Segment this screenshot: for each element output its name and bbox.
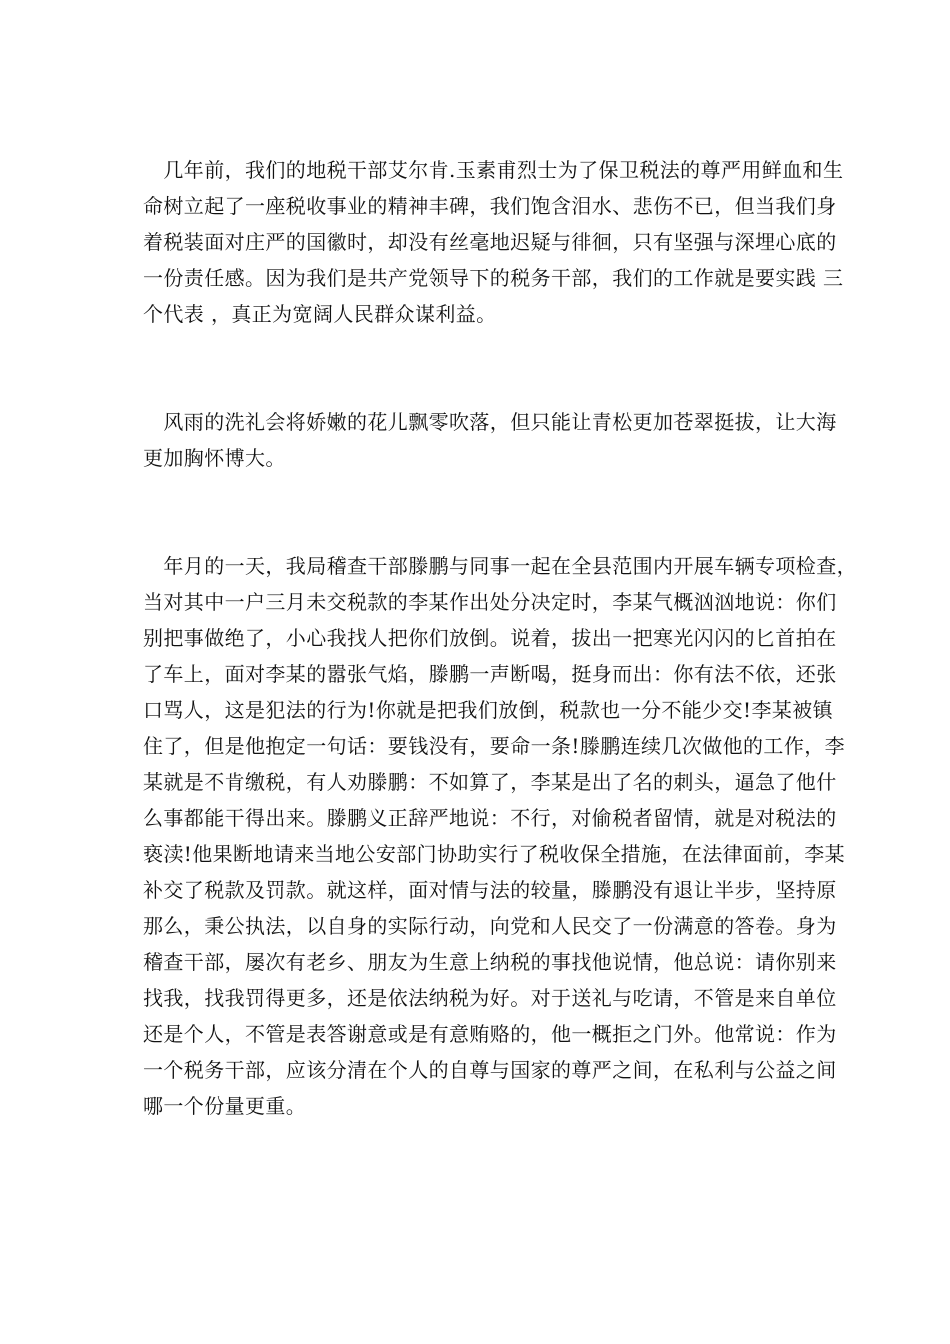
text-line: 么事都能干得出来。滕鹏义正辞严地说：不行，对偷税者留情，就是对税法的: [143, 806, 837, 830]
text-line: 了车上，面对李某的嚣张气焰，滕鹏一声断喝，挺身而出：你有法不依，还张: [143, 662, 837, 686]
text-line: 一个税务干部，应该分清在个人的自尊与国家的尊严之间，在私利与公益之间: [143, 1058, 837, 1082]
text-line: 年月的一天，我局稽查干部滕鹏与同事一起在全县范围内开展车辆专项检查，: [143, 554, 857, 578]
text-line: 几年前，我们的地税干部艾尔肯.玉素甫烈士为了保卫税法的尊严用鲜血和生: [143, 158, 844, 182]
text-line: 更加胸怀博大。: [143, 446, 286, 470]
text-line: 那么，秉公执法，以自身的实际行动，向党和人民交了一份满意的答卷。身为: [143, 914, 837, 938]
text-line: 补交了税款及罚款。就这样，面对情与法的较量，滕鹏没有退让半步，坚持原: [143, 878, 837, 902]
text-line: 命树立起了一座税收事业的精神丰碑，我们饱含泪水、悲伤不已，但当我们身: [143, 194, 837, 218]
text-line: 个代表 ，真正为宽阔人民群众谋利益。: [143, 302, 497, 326]
text-line: 亵渎!他果断地请来当地公安部门协助实行了税收保全措施，在法律面前，李某: [143, 842, 846, 866]
text-line: 别把事做绝了，小心我找人把你们放倒。说着，拔出一把寒光闪闪的匕首拍在: [143, 626, 837, 650]
text-line: 一份责任感。因为我们是共产党领导下的税务干部，我们的工作就是要实践 三: [143, 266, 844, 290]
text-line: 还是个人，不管是表答谢意或是有意贿赂的，他一概拒之门外。他常说：作为: [143, 1022, 837, 1046]
text-line: 住了，但是他抱定一句话：要钱没有，要命一条!滕鹏连续几次做他的工作，李: [143, 734, 846, 758]
text-line: 某就是不肯缴税，有人劝滕鹏：不如算了，李某是出了名的刺头，逼急了他什: [143, 770, 837, 794]
text-line: 找我，找我罚得更多，还是依法纳税为好。对于送礼与吃请，不管是来自单位: [143, 986, 837, 1010]
text-line: 口骂人，这是犯法的行为!你就是把我们放倒，税款也一分不能少交!李某被镇: [143, 698, 834, 722]
text-line: 稽查干部，屡次有老乡、朋友为生意上纳税的事找他说情，他总说：请你别来: [143, 950, 837, 974]
text-line: 当对其中一户三月未交税款的李某作出处分决定时，李某气概汹汹地说：你们: [143, 590, 837, 614]
text-line: 风雨的洗礼会将娇嫩的花儿飘零吹落，但只能让青松更加苍翠挺拔，让大海: [143, 410, 837, 434]
text-line: 哪一个份量更重。: [143, 1094, 307, 1118]
text-line: 着税装面对庄严的国徽时，却没有丝毫地迟疑与徘徊，只有坚强与深埋心底的: [143, 230, 837, 254]
